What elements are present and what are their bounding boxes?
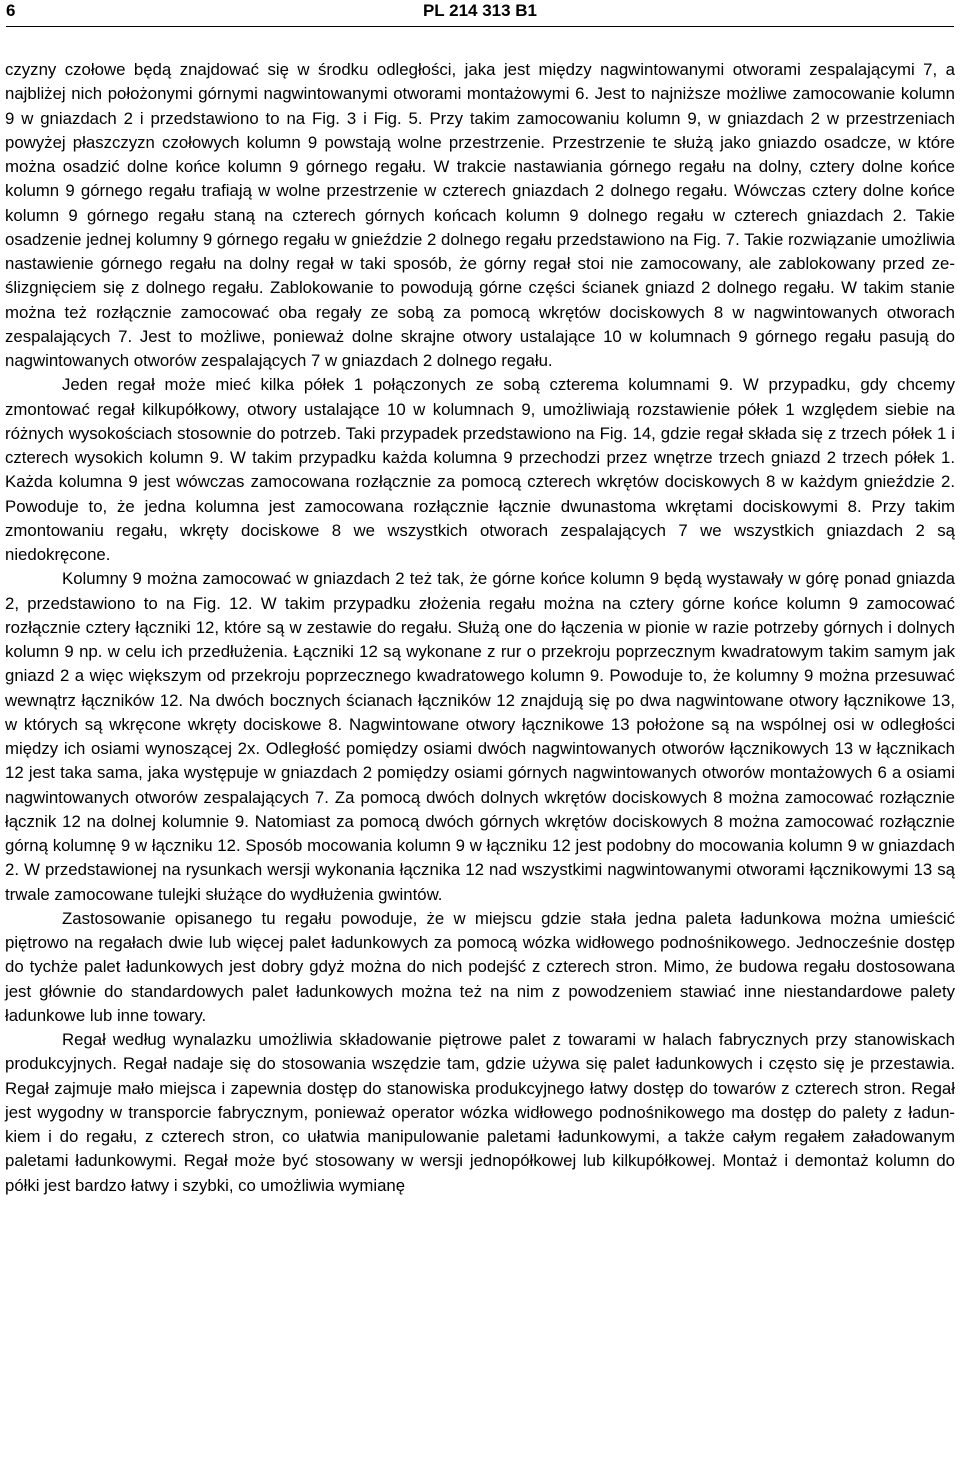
patent-id: PL 214 313 B1: [422, 1, 538, 20]
paragraph: czyzny czołowe będą znajdować się w środku odległości, jaka jest między nagwintowanymi otworami zespalającymi 7, a najbliżej nich położonymi górnymi nagwintowanymi otworami montażowymi 6. Jest to najniższe możliwe zamocowanie kolumn 9 w gniazdach 2 i przedstawiono to na Fig. 3 i Fig. 5. Przy takim zamocowaniu kolumn 9, w gniazdach 2 w przestrzeniach powyżej płaszczyzn czołowych kolumn 9 powstają wolne przestrzenie. Przestrzenie te służą jako gniazdo osadcze, w które można osadzić dolne końce kolumn 9 górnego regału. W trakcie nastawiania górnego regału na dolny, cztery dolne końce kolumn 9 górnego regału trafiają w wolne przestrzenie w czterech gniazdach 2 dolnego regału. Wówczas cztery dolne końce kolumn 9 górnego regału staną na czterech górnych końcach kolumn 9 dolnego regału w czterech gniazdach 2. Takie osadzenie jednej kolumny 9 górnego regału w gnieździe 2 dolnego regału przedstawiono na Fig. 7. Takie rozwiązanie umożliwia nastawienie górnego regału na dolny regał w taki sposób, że górny regał stoi nie zamocowany, ale zablokowany przed ześlizgnięciem się z dolnego regału. Zablokowanie to powodują górne części ścianek gniazd 2 dolnego regału. W takim stanie można też rozłącznie zamocować oba regały ze sobą za pomocą wkrętów dociskowych 8 w nagwintowanych otworach zespalających 7. Jest to możliwe, ponieważ dolne skrajne otwory ustalające 10 w kolumnach 9 górnego regału pasują do nagwintowanych otworów zespalających 7 w gniazdach 2 dolnego regału.: [5, 60, 955, 370]
paragraph: Zastosowanie opisanego tu regału powoduje, że w miejscu gdzie stała jedna paleta ładunkowa można umieścić piętrowo na regałach dwie lub więcej palet ładunkowych za pomocą wózka widłowego podnośnikowego. Jednocześnie dostęp do tychże palet ładunkowych jest dobry gdyż można do nich podejść z czterech stron. Mimo, że budowa regału dostosowana jest głównie do standardowych palet ładunkowych można też na nim z powodzeniem stawiać inne niestandardowe palety ładunkowe lub inne towary.: [5, 908, 955, 1025]
paragraph: Jeden regał może mieć kilka półek 1 połączonych ze sobą czterema kolumnami 9. W przypadku, gdy chcemy zmontować regał kilkupółkowy, otwory ustalające 10 w kolumnach 9, umożliwiają rozstawienie półek 1 względem siebie na różnych wysokościach stosownie do potrzeb. Taki przypadek przedstawiono na Fig. 14, gdzie regał składa się z trzech półek 1 i czterech wysokich kolumn 9. W takim przypadku każda kolumna 9 przechodzi przez wnętrze trzech gniazd 2 trzech półek 1. Każda kolumna 9 jest wówczas zamocowana rozłącznie za pomocą czterech wkrętów dociskowych 8 w każdym gnieździe 2. Powoduje to, że jedna kolumna jest zamocowana rozłącznie łącznie dwunastoma wkrętami dociskowymi 8. Przy takim zmontowaniu regału, wkręty dociskowe 8 we wszystkich otworach zespalających 7 we wszystkich gniazdach 2 są niedokręcone.: [5, 375, 955, 564]
document-body: [5, 58, 955, 1198]
paragraph: Kolumny 9 można zamocować w gniazdach 2 też tak, że górne końce kolumn 9 będą wystawały w górę ponad gniazda 2, przedstawiono to na Fig. 12. W takim przypadku złożenia regału można na cztery górne końce kolumn 9 zamocować rozłącznie cztery łączniki 12, które są w zestawie do regału. Służą one do łączenia w pionie w razie potrzeby górnych i dolnych kolumn 9 np. w celu ich przedłużenia. Łączniki 12 są wykonane z rur o przekroju poprzecznym kwadratowym takim samym jak gniazd 2 a więc większym od przekroju poprzecznego kwadratowego kolumn 9. Powoduje to, że kolumny 9 można przesuwać wewnątrz łączników 12. Na dwóch bocznych ścianach łączników 12 znajdują się po dwa nagwintowane otwory łącznikowe 13, w których są wkręcone wkręty dociskowe 8. Nagwintowane otwory łącznikowe 13 położone są na wspólnej osi w odległości między ich osiami wynoszącej 2x. Odległość pomiędzy osiami dwóch nagwintowanych otworów łącznikowych 13 w łącznikach 12 jest taka sama, jaka występuje w gniazdach 2 pomiędzy osiami górnych nagwintowanych otworów montażowych 6 a osiami nagwintowanych otworów zespalających 7. Za pomocą dwóch dolnych wkrętów dociskowych 8 można zamocować rozłącznie łącznik 12 na dolnej kolumnie 9. Natomiast za pomocą dwóch górnych wkrętów dociskowych 8 można zamocować rozłącznie górną kolumnę 9 w łączniku 12. Sposób mocowania kolumn 9 w łączniku 12 jest podobny do mocowania kolumn 9 w gniazdach 2. W przedstawionej na rysunkach wersji wykonania łącznika 12 nad wszystkimi nagwintowanymi otworami łącznikowymi 13 są trwale zamocowane tulejki służące do wydłużenia gwintów.: [5, 569, 955, 904]
page-header: [6, 0, 954, 27]
page-number: 6: [6, 1, 16, 20]
paragraph: Regał według wynalazku umożliwia składowanie piętrowe palet z towarami w halach fabrycznych przy stanowiskach produkcyjnych. Regał nadaje się do stosowania wszędzie tam, gdzie używa się palet ładunkowych i często się je przestawia. Regał zajmuje mało miejsca i zapewnia dostęp do stanowiska produkcyjnego łatwy dostęp do towarów z czterech stron. Regał jest wygodny w transporcie fabrycznym, ponieważ operator wózka widłowego podnośnikowego ma dostęp do palety z ładunkiem i do regału, z czterech stron, co ułatwia manipulowanie paletami ładunkowymi, a także całym regałem załadowanym paletami ładunkowymi. Regał może być stosowany w wersji jednopółkowej lub kilkupółkowej. Montaż i demontaż kolumn do półki jest bardzo łatwy i szybki, co umożliwia wymianę: [5, 1030, 955, 1195]
